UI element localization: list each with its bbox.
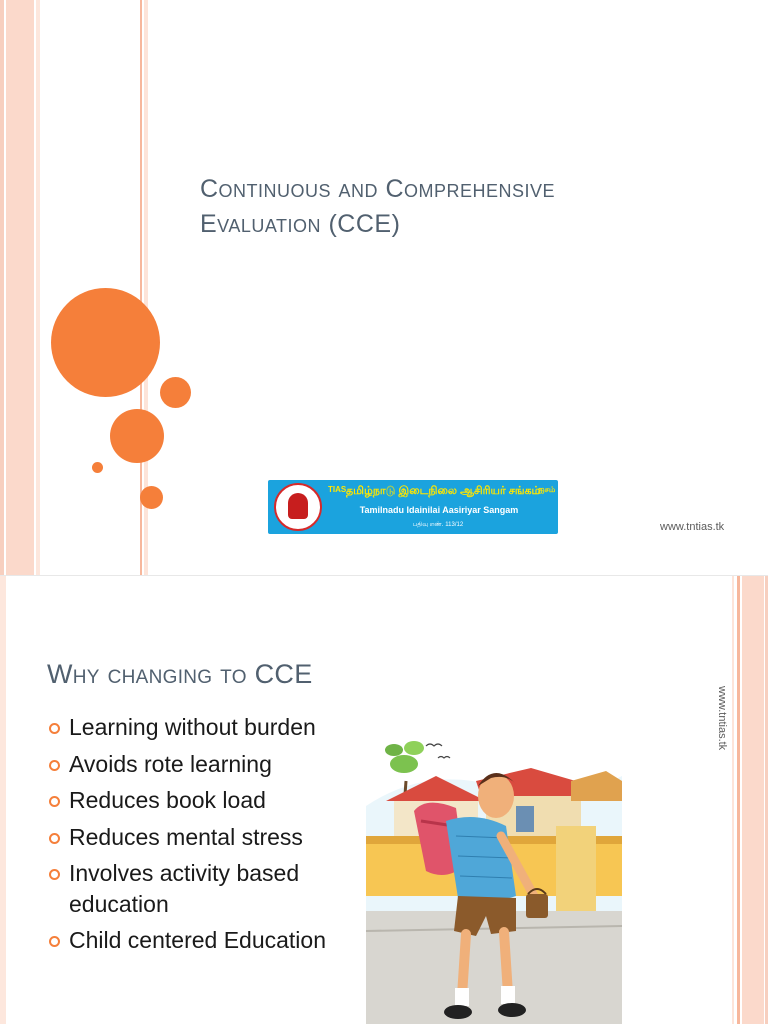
bullet-circle-icon (49, 796, 60, 807)
slide-title-line2: Evaluation (CCE) (200, 210, 401, 238)
list-item: Learning without burden (47, 712, 367, 743)
decorative-stripe (0, 0, 4, 576)
slide-title: Why changing to CCE (47, 659, 313, 689)
list-item: Child centered Education (47, 925, 367, 956)
decorative-circle-large (51, 288, 160, 397)
slide-title (200, 172, 660, 242)
bullet-circle-icon (49, 723, 60, 734)
decorative-stripe (732, 576, 734, 1024)
bullet-circle-icon (49, 869, 60, 880)
bullet-circle-icon (49, 936, 60, 947)
list-item: Reduces mental stress (47, 822, 367, 853)
decorative-stripe (742, 576, 764, 1024)
list-item: Reduces book load (47, 785, 367, 816)
website-url: www.tntias.tk (660, 521, 725, 533)
logo-registration-text: பதிவு எண். 113/12 (412, 522, 464, 528)
emblem-icon (274, 483, 322, 531)
decorative-circle-tiny (92, 462, 103, 473)
decorative-stripe (6, 0, 34, 576)
bullet-list (47, 712, 367, 962)
website-url-vertical: www.tntias.tk (716, 686, 728, 751)
bullet-circle-icon (49, 760, 60, 771)
list-item: Involves activity based education (47, 858, 367, 919)
decorative-circle-small (160, 377, 191, 408)
logo-tamil-text: தமிழ்நாடு இடைநிலை ஆசிரியர் சங்கம் (346, 485, 541, 497)
tias-logo-banner (268, 480, 558, 534)
slide-title-line1: Continuous and Comprehensive (200, 175, 556, 203)
decorative-circle-medium (110, 409, 164, 463)
decorative-stripe (36, 0, 40, 576)
decorative-stripe (0, 576, 6, 1024)
boy-with-schoolbag-illustration (366, 726, 622, 1024)
decorative-stripe (737, 576, 740, 1024)
bullet-circle-icon (49, 833, 60, 844)
logo-english-text: Tamilnadu Idainilai Aasiriyar Sangam (359, 505, 519, 515)
content-slide (0, 576, 768, 1024)
logo-side-text-right: ஐசம் (538, 485, 556, 494)
logo-side-text-left: TIAS (328, 485, 347, 494)
decorative-circle-small (140, 486, 163, 509)
list-item: Avoids rote learning (47, 749, 367, 780)
